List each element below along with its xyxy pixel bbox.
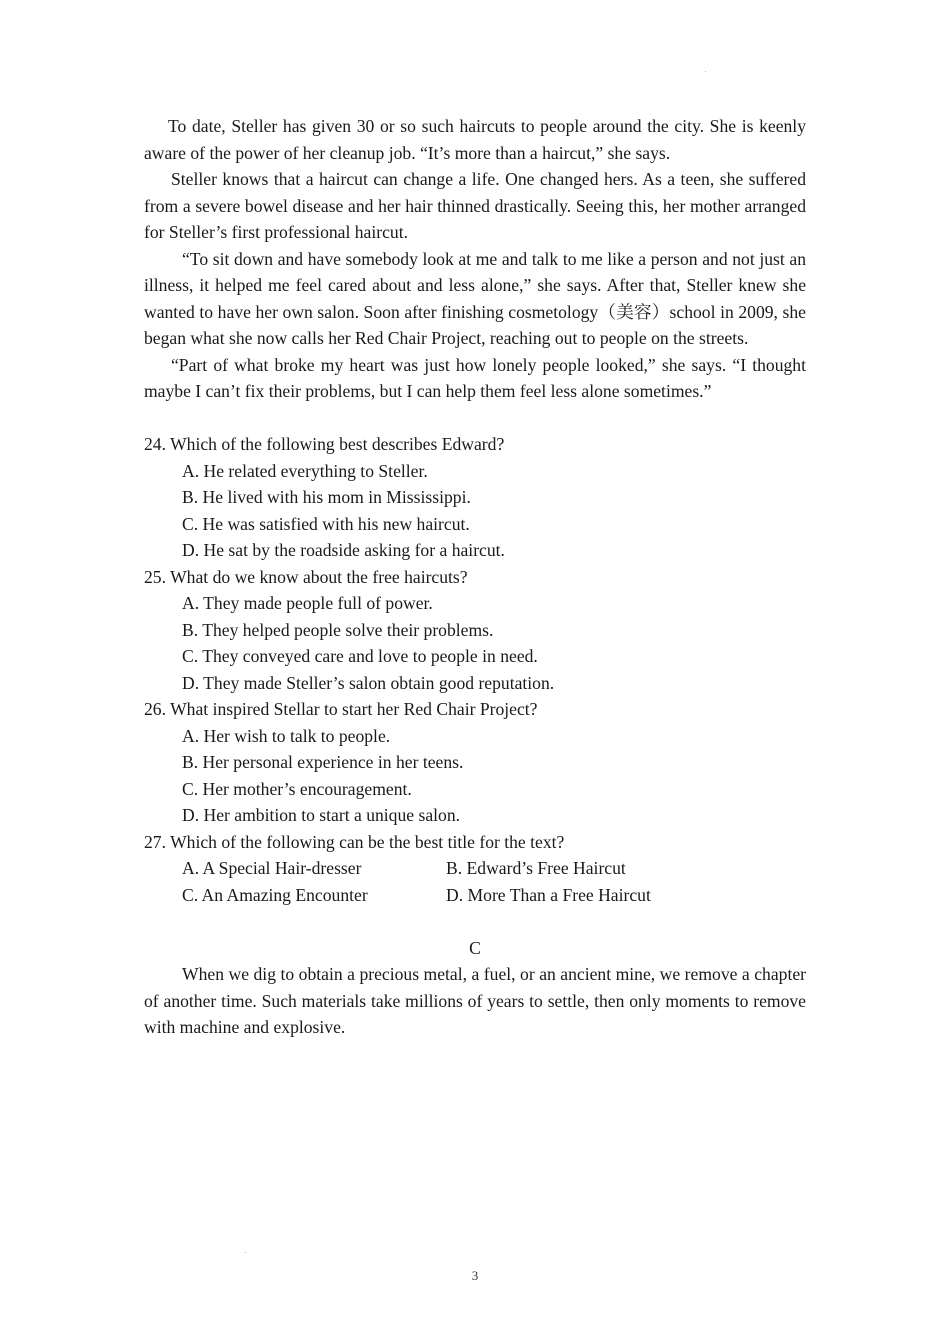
question-stem: 27. Which of the following can be the best title for the text? [144, 831, 565, 852]
question-25 [144, 564, 806, 697]
option-list [144, 723, 806, 829]
page-number: 3 [471, 1268, 479, 1283]
passage-paragraph-2: Steller knows that a haircut can change a life. One changed hers. As a teen, she suffered from a severe bowel disease and her hair thinned drastically. Seeing this, her mother arranged for Steller’s first professional haircut. [144, 169, 806, 242]
option-c: C. They conveyed care and love to people in need. [182, 646, 538, 666]
option-c: C. Her mother’s encouragement. [182, 778, 412, 799]
option-b: B. Edward’s Free Haircut [446, 858, 626, 878]
option-b: B. Her personal experience in her teens. [182, 752, 464, 772]
option-d: D. More Than a Free Haircut [446, 884, 651, 905]
option-list [144, 590, 806, 696]
question-26 [144, 696, 806, 829]
passage-paragraph-3: “To sit down and have somebody look at me and talk to me like a person and not just an illness, it helped me feel cared about and less alone,” she says. After that, Steller knew she wanted to have her own salon. Soon after finishing cosmetology（美容）school in 2009, she began what she now calls her Red Chair Project, reaching out to people on the streets. [144, 248, 806, 348]
scan-speck-bottom [245, 1252, 246, 1253]
spacer [144, 405, 806, 432]
option-d: D. He sat by the roadside asking for a haircut. [182, 540, 505, 560]
option-c: C. He was satisfied with his new haircut. [182, 513, 470, 534]
section-c-paragraph: When we dig to obtain a precious metal, a fuel, or an ancient mine, we remove a chapter of another time. Such materials take millions of years to settle, then only moments to remove with machine and explosive. [144, 964, 806, 1037]
section-c-title: C [469, 937, 481, 958]
document-page [144, 113, 806, 1041]
scan-speck-top [705, 71, 706, 72]
question-stem: 25. What do we know about the free haircuts? [144, 566, 468, 587]
question-stem: 26. What inspired Stellar to start her Red Chair Project? [144, 699, 538, 719]
option-b: B. They helped people solve their problems. [182, 619, 494, 640]
option-list [144, 458, 806, 564]
option-b: B. He lived with his mom in Mississippi. [182, 487, 471, 507]
option-a: A. A Special Hair-dresser [182, 858, 362, 878]
option-a: A. Her wish to talk to people. [182, 725, 391, 746]
question-24 [144, 431, 806, 564]
question-27 [144, 829, 806, 909]
question-stem: 24. Which of the following best describes Edward? [144, 434, 505, 454]
option-d: D. They made Steller’s salon obtain good reputation. [182, 672, 555, 693]
option-grid [182, 855, 806, 908]
option-d: D. Her ambition to start a unique salon. [182, 805, 461, 825]
passage-paragraph-4: “Part of what broke my heart was just how lonely people looked,” she says. “I thought maybe I can’t fix their problems, but I can help them feel less alone sometimes.” [144, 354, 806, 401]
passage-paragraph-1: To date, Steller has given 30 or so such haircuts to people around the city. She is keenly aware of the power of her cleanup job. “It’s more than a haircut,” she says. [144, 116, 806, 163]
option-c: C. An Amazing Encounter [182, 884, 368, 905]
option-a: A. He related everything to Steller. [182, 460, 428, 481]
option-a: A. They made people full of power. [182, 593, 433, 613]
spacer [144, 908, 806, 935]
